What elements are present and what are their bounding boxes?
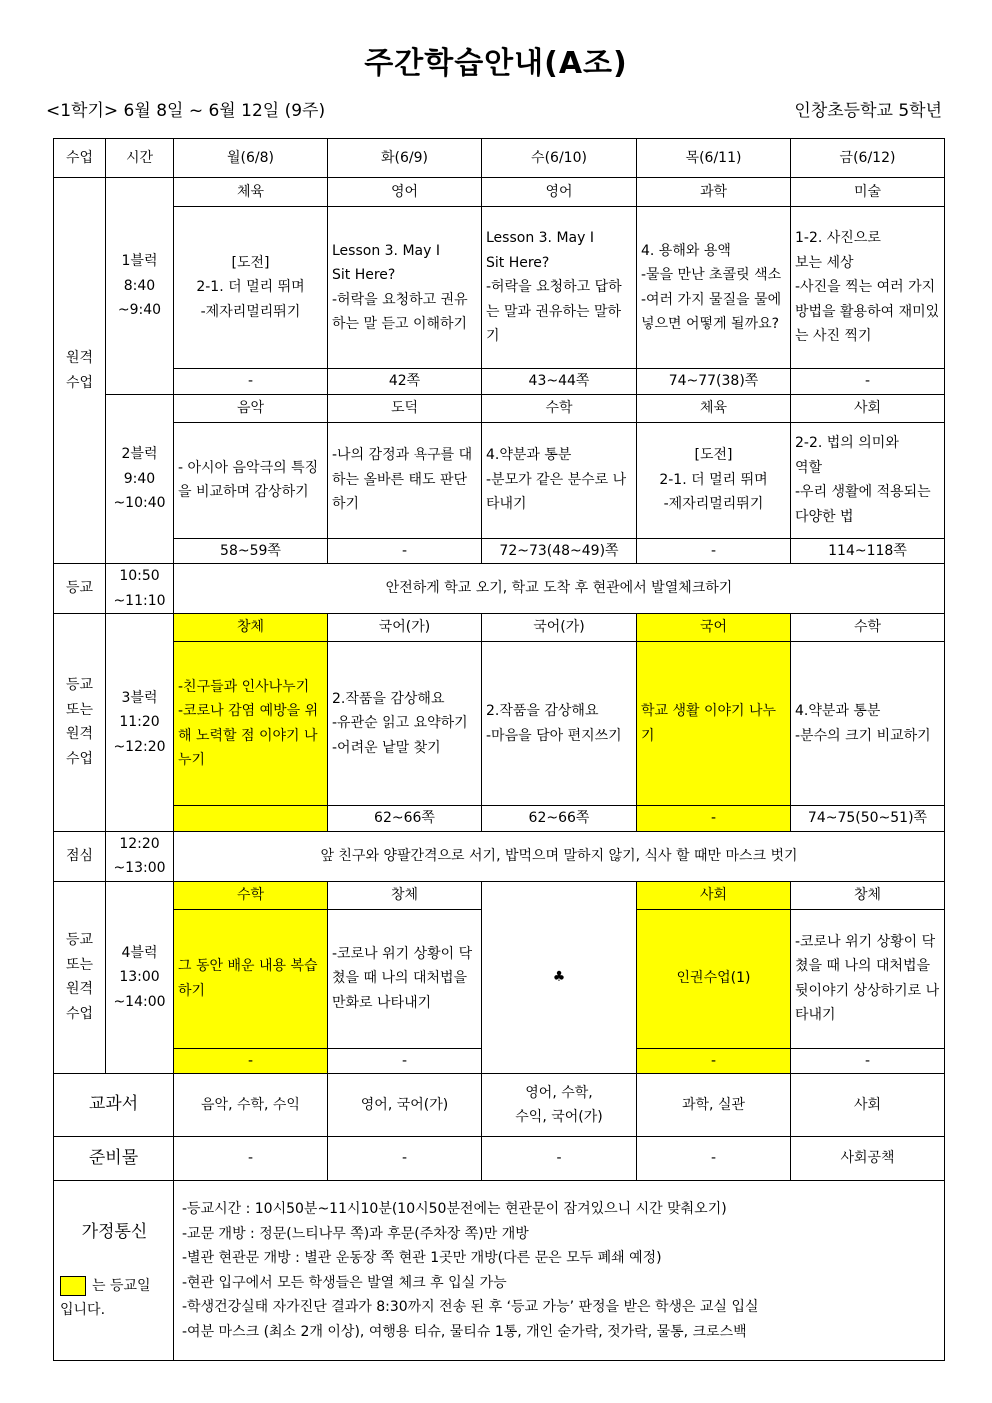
block1-time: 1블럭 8:40 ~9:40 — [106, 178, 174, 395]
block4-subject-fri: 창체 — [791, 881, 945, 909]
block4-content-fri: -코로나 위기 상황이 닥쳤을 때 나의 대처법을 뒷이야기 상상하기로 나타내기 — [791, 909, 945, 1048]
textbook-fri: 사회 — [791, 1074, 945, 1137]
supplies-thu: - — [637, 1137, 791, 1181]
block3-pages-wed: 62~66쪽 — [482, 806, 637, 832]
block1-content-tue: Lesson 3. May I Sit Here? -허락을 요청하고 권유하는 말 듣고 이해하기 — [328, 207, 482, 369]
school-text: 인창초등학교 5학년 — [794, 101, 942, 121]
block2-subject-fri: 사회 — [791, 394, 945, 422]
header-day-thu: 목(6/11) — [637, 139, 791, 178]
block4-time: 4블럭 13:00 ~14:00 — [106, 881, 174, 1074]
block2-pages-wed: 72~73(48~49)쪽 — [482, 538, 637, 564]
block2-content-fri: 2-2. 법의 의미와 역할 -우리 생활에 적용되는 다양한 법 — [791, 422, 945, 538]
block4-pages-fri: - — [791, 1048, 945, 1074]
block4-pages-mon: - — [174, 1048, 328, 1074]
textbook-wed: 영어, 수학, 수익, 국어(가) — [482, 1074, 637, 1137]
block4-pages-thu: - — [637, 1048, 791, 1074]
block3-pages-thu: - — [637, 806, 791, 832]
block4-subject-mon: 수학 — [174, 881, 328, 909]
block2-pages-fri: 114~118쪽 — [791, 538, 945, 564]
block3-subject-wed: 국어(가) — [482, 614, 637, 642]
schedule-table — [53, 138, 945, 1361]
arrival-text: 안전하게 학교 오기, 학교 도착 후 현관에서 발열체크하기 — [174, 564, 945, 614]
home-note: -등교시간 : 10시50분~11시10분(10시50분전에는 현관문이 잠겨있으니 시간 맞춰오기) — [182, 1201, 727, 1217]
block2-pages-mon: 58~59쪽 — [174, 538, 328, 564]
block3-content-tue: 2.작품을 감상해요 -유관순 읽고 요약하기 -어려운 낱말 찾기 — [328, 642, 482, 806]
arrival-time: 10:50 ~11:10 — [106, 564, 174, 614]
block1-content-fri: 1-2. 사진으로 보는 세상 -사진을 찍는 여러 가지 방법을 활용하여 재미있는 사진 찍기 — [791, 207, 945, 369]
block1-pages-mon: - — [174, 369, 328, 395]
home-note: -현관 입구에서 모든 학생들은 발열 체크 후 입실 가능 — [182, 1274, 507, 1291]
header-day-wed: 수(6/10) — [482, 139, 637, 178]
home-legend-text: 는 등교일 — [92, 1277, 151, 1294]
block2-content-tue: -나의 감정과 욕구를 대하는 올바른 태도 판단하기 — [328, 422, 482, 538]
header-time: 시간 — [106, 139, 174, 178]
home-note: -교문 개방 : 정문(느티나무 쪽)과 후문(주차장 쪽)만 개방 — [182, 1225, 529, 1242]
block4-mode-label: 등교 또는 원격 수업 — [54, 881, 106, 1074]
home-legend-end: 입니다. — [60, 1302, 106, 1319]
header-day-tue: 화(6/9) — [328, 139, 482, 178]
home-legend — [60, 1274, 169, 1299]
block4-subject-thu: 사회 — [637, 881, 791, 909]
remote-label: 원격 수업 — [54, 178, 106, 564]
supplies-mon: - — [174, 1137, 328, 1181]
supplies-fri: 사회공책 — [791, 1137, 945, 1181]
block3-pages-fri: 74~75(50~51)쪽 — [791, 806, 945, 832]
block3-subject-fri: 수학 — [791, 614, 945, 642]
home-notes — [174, 1181, 945, 1361]
block1-subject-fri: 미술 — [791, 178, 945, 207]
lunch-label: 점심 — [54, 831, 106, 881]
block3-subject-thu: 국어 — [637, 614, 791, 642]
block2-content-mon: - 아시아 음악극의 특징을 비교하며 감상하기 — [174, 422, 328, 538]
block1-pages-fri: - — [791, 369, 945, 395]
block3-pages-mon — [174, 806, 328, 832]
block4-content-thu: 인권수업(1) — [637, 909, 791, 1048]
block4-wed-symbol: ♣ — [482, 881, 637, 1074]
textbook-label: 교과서 — [54, 1074, 174, 1137]
block3-pages-tue: 62~66쪽 — [328, 806, 482, 832]
home-label: 가정통신 — [81, 1222, 148, 1243]
page-title: 주간학습안내(A조) — [364, 46, 628, 81]
block4-content-mon: 그 동안 배운 내용 복습하기 — [174, 909, 328, 1048]
block1-pages-tue: 42쪽 — [328, 369, 482, 395]
block2-time: 2블럭 9:40 ~10:40 — [106, 394, 174, 564]
arrival-label: 등교 — [54, 564, 106, 614]
block1-subject-wed: 영어 — [482, 178, 637, 207]
block1-content-mon: [도전] 2-1. 더 멀리 뛰며 -제자리멀리뛰기 — [174, 207, 328, 369]
lunch-time: 12:20 ~13:00 — [106, 831, 174, 881]
block3-content-thu: 학교 생활 이야기 나누기 — [637, 642, 791, 806]
block3-content-fri: 4.약분과 통분 -분수의 크기 비교하기 — [791, 642, 945, 806]
block1-subject-tue: 영어 — [328, 178, 482, 207]
header-day-fri: 금(6/12) — [791, 139, 945, 178]
block2-subject-mon: 음악 — [174, 394, 328, 422]
supplies-tue: - — [328, 1137, 482, 1181]
block2-subject-thu: 체육 — [637, 394, 791, 422]
block3-subject-tue: 국어(가) — [328, 614, 482, 642]
supplies-wed: - — [482, 1137, 637, 1181]
block2-content-thu: [도전] 2-1. 더 멀리 뛰며 -제자리멀리뛰기 — [637, 422, 791, 538]
block1-content-wed: Lesson 3. May I Sit Here? -허락을 요청하고 답하는 말과 권유하는 말하기 — [482, 207, 637, 369]
block4-subject-tue: 창체 — [328, 881, 482, 909]
block3-subject-mon: 창체 — [174, 614, 328, 642]
block1-pages-thu: 74~77(38)쪽 — [637, 369, 791, 395]
block2-subject-tue: 도덕 — [328, 394, 482, 422]
period-text: <1학기> 6월 8일 ~ 6월 12일 (9주) — [46, 101, 326, 121]
block1-content-thu: 4. 용해와 용액 -물을 만난 초콜릿 색소 -여러 가지 물질을 물에 넣으면 어떻게 될까요? — [637, 207, 791, 369]
block1-subject-thu: 과학 — [637, 178, 791, 207]
block3-time: 3블럭 11:20 ~12:20 — [106, 614, 174, 832]
block4-content-tue: -코로나 위기 상황이 닥쳤을 때 나의 대처법을 만화로 나타내기 — [328, 909, 482, 1048]
block2-subject-wed: 수학 — [482, 394, 637, 422]
block3-mode-label: 등교 또는 원격 수업 — [54, 614, 106, 832]
block4-pages-tue: - — [328, 1048, 482, 1074]
header-class: 수업 — [54, 139, 106, 178]
home-note: -학생건강실태 자가진단 결과가 8:30까지 전송 된 후 ‘등교 가능’ 판정을 받은 학생은 교실 입실 — [182, 1299, 759, 1315]
block1-subject-mon: 체육 — [174, 178, 328, 207]
home-note: -별관 현관문 개방 : 별관 운동장 쪽 현관 1곳만 개방(다른 문은 모두 폐쇄 예정) — [182, 1250, 662, 1266]
block1-pages-wed: 43~44쪽 — [482, 369, 637, 395]
block2-pages-tue: - — [328, 538, 482, 564]
block3-content-mon: -친구들과 인사나누기 -코로나 감염 예방을 위해 노력할 점 이야기 나누기 — [174, 642, 328, 806]
textbook-tue: 영어, 국어(가) — [328, 1074, 482, 1137]
textbook-thu: 과학, 실관 — [637, 1074, 791, 1137]
block2-content-wed: 4.약분과 통분 -분모가 같은 분수로 나타내기 — [482, 422, 637, 538]
supplies-label: 준비물 — [54, 1137, 174, 1181]
home-note: -여분 마스크 (최소 2개 이상), 여행용 티슈, 물티슈 1통, 개인 숟가락, 젓가락, 물통, 크로스백 — [182, 1323, 747, 1340]
lunch-text: 앞 친구와 양팔간격으로 서기, 밥먹으며 말하지 않기, 식사 할 때만 마스크 벗기 — [174, 831, 945, 881]
block2-pages-thu: - — [637, 538, 791, 564]
block3-content-wed: 2.작품을 감상해요 -마음을 담아 편지쓰기 — [482, 642, 637, 806]
header-day-mon: 월(6/8) — [174, 139, 328, 178]
highlight-swatch — [60, 1276, 86, 1296]
home-legend-cell — [54, 1181, 174, 1361]
textbook-mon: 음악, 수학, 수익 — [174, 1074, 328, 1137]
